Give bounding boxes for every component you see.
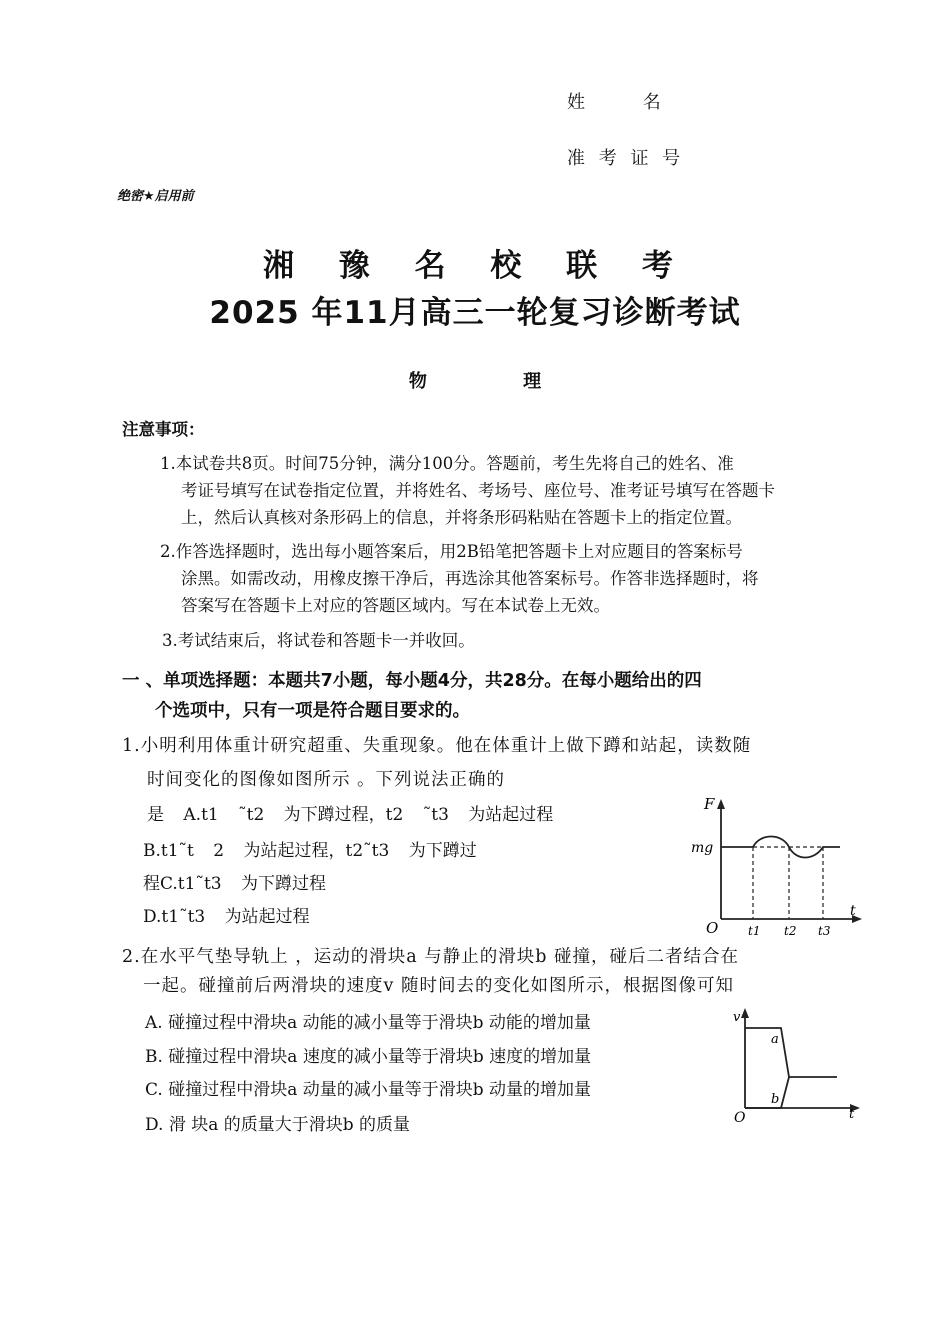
label-b: b <box>771 1092 780 1107</box>
q1-stem-line2: 时间变化的图像如图所示 。下列说法正确的 <box>147 770 506 790</box>
notice-item-2 <box>160 538 759 619</box>
q1-option-c: 程C.t1˜t3 为下蹲过程 <box>143 874 327 894</box>
subject-title: 物 理 <box>408 371 542 392</box>
notice-line: 答案写在答题卡上对应的答题区域内。写在本试卷上无效。 <box>181 596 610 615</box>
name-label: 姓 名 <box>567 92 661 113</box>
q1-option-a: 是 A.t1 ˜t2 为下蹲过程，t2 ˜t3 为站起过程 <box>147 805 554 825</box>
y-axis-label: v <box>733 1010 741 1025</box>
velocity-a-line <box>745 1028 837 1077</box>
q2-stem-line1: 2.在水平气垫导轨上 ，运动的滑块a 与静止的滑块b 碰撞，碰后二者结合在 <box>122 947 740 967</box>
notice-item-3 <box>162 627 475 654</box>
q1-option-d: D.t1˜t3 为站起过程 <box>143 907 310 927</box>
secret-mark: 绝密★启用前 <box>117 189 194 204</box>
q2-option-b: B. 碰撞过程中滑块a 速度的减小量等于滑块b 速度的增加量 <box>145 1047 592 1067</box>
notice-line: 考证号填写在试卷指定位置，并将姓名、考场号、座位号、准考证号填写在答题卡 <box>181 481 775 500</box>
section-heading <box>122 666 702 726</box>
q1-force-time-graph <box>690 795 870 940</box>
y-axis-arrow <box>717 799 725 809</box>
q1-stem-line1: 1.小明利用体重计研究超重、失重现象。他在体重计上做下蹲和站起，读数随 <box>122 736 752 756</box>
origin-label: O <box>706 919 719 937</box>
t1-label: t1 <box>748 924 761 938</box>
label-a: a <box>771 1032 779 1047</box>
q2-option-d: D. 滑 块a 的质量大于滑块b 的质量 <box>145 1115 411 1135</box>
exam-title-line2: 2025 年11月高三一轮复习诊断考试 <box>209 295 741 331</box>
notice-line: 涂黑。如需改动，用橡皮擦干净后，再选涂其他答案标号。作答非选择题时，将 <box>181 569 759 588</box>
y-axis-label: F <box>704 795 715 813</box>
force-curve <box>721 837 840 858</box>
x-axis-label: t <box>850 903 856 919</box>
t2-label: t2 <box>784 924 797 938</box>
t3-label: t3 <box>818 924 831 938</box>
velocity-b-line <box>745 1077 789 1108</box>
notice-line: 3.考试结束后，将试卷和答题卡一并收回。 <box>162 631 475 650</box>
y-axis-arrow <box>741 1008 749 1018</box>
q1-option-b: B.t1˜t 2 为站起过程，t2˜t3 为下蹲过 <box>143 841 477 861</box>
section-heading-line: 一 、单项选择题：本题共7小题，每小题4分，共28分。在每小题给出的四 <box>122 671 702 691</box>
origin-label: O <box>734 1110 746 1126</box>
x-axis-label: t <box>849 1107 855 1122</box>
q2-option-a: A. 碰撞过程中滑块a 动能的减小量等于滑块b 动能的增加量 <box>145 1013 591 1033</box>
q2-velocity-time-graph <box>725 1005 870 1130</box>
q2-option-c: C. 碰撞过程中滑块a 动量的减小量等于滑块b 动量的增加量 <box>145 1080 592 1100</box>
mg-label: mg <box>691 840 714 856</box>
notice-heading: 注意事项： <box>122 420 205 439</box>
notice-line: 1.本试卷共8页。时间75分钟，满分100分。答题前，考生先将自己的姓名、准 <box>160 454 734 473</box>
notice-line: 上，然后认真核对条形码上的信息，并将条形码粘贴在答题卡上的指定位置。 <box>181 508 742 527</box>
q2-stem-line2: 一起。碰撞前后两滑块的速度v 随时间去的变化如图所示，根据图像可知 <box>143 976 734 996</box>
notice-item-1 <box>160 450 775 531</box>
section-heading-line: 个选项中，只有一项是符合题目要求的。 <box>155 701 470 721</box>
exam-id-label: 准 考 证 号 <box>567 148 681 169</box>
exam-title-line1: 湘 豫 名 校 联 考 <box>263 248 687 284</box>
notice-line: 2.作答选择题时，选出每小题答案后，用2B铅笔把答题卡上对应题目的答案标号 <box>160 542 743 561</box>
